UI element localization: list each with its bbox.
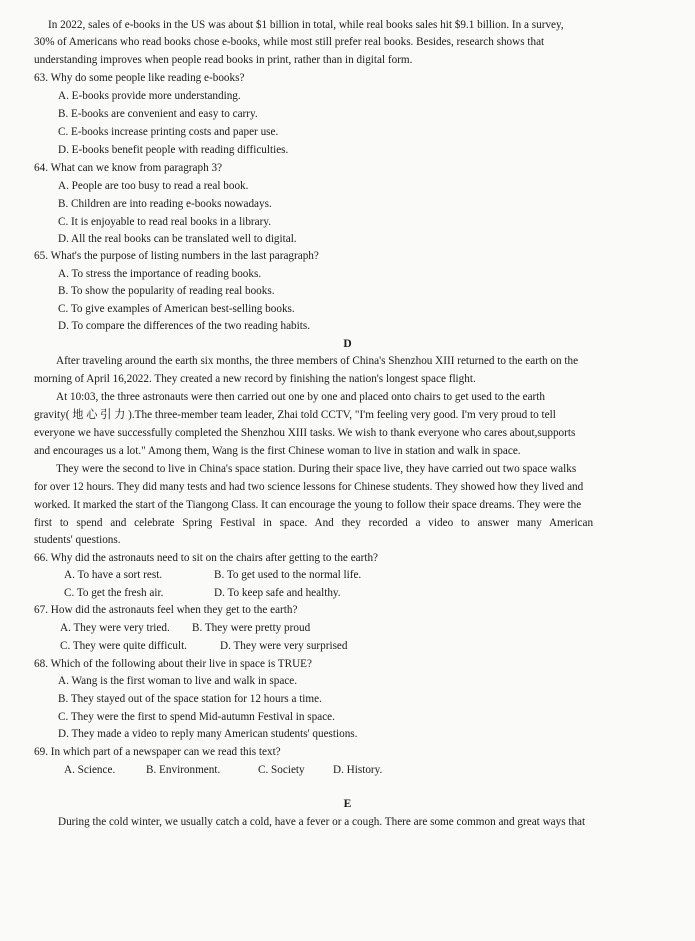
q66-option-a: A. To have a sort rest. [64,569,163,581]
q68-stem: 68. Which of the following about their live in space is TRUE? [34,658,312,670]
q66-option-c: C. To get the fresh air. [64,587,164,599]
q64-stem: 64. What can we know from paragraph 3? [34,162,223,174]
q68-option-a: A. Wang is the first woman to live and walk in space. [58,675,298,687]
passage-d-p2-line4: and encourages us a lot." Among them, Wang is the first Chinese woman to live in station and walk in space. [34,445,521,457]
q68-option-d: D. They made a video to reply many American students' questions. [58,728,358,740]
q63-option-b: B. E-books are convenient and easy to carry. [58,108,258,120]
q67-options-row1 [60,621,310,635]
q65-option-b: B. To show the popularity of reading real books. [58,285,275,297]
passage-d-p3-line1: They were the second to live in China's space station. During their space live, they have carried out two space walks [56,463,577,475]
q69-option-c: C. Society [258,764,305,776]
passage-d-p3-line4: first to spend and celebrate Spring Festival in space. And they recorded a video to answer many American [34,517,594,529]
q66-option-d: D. To keep safe and healthy. [214,587,341,599]
passage-d-p1-line2: morning of April 16,2022. They created a new record by finishing the nation's longest space flight. [34,373,476,385]
q64-option-c: C. It is enjoyable to read real books in a library. [58,216,272,228]
section-d-heading: D [343,338,352,350]
passage-d-p2-line3: everyone we have successfully completed the Shenzhou XIII tasks. We wish to thank everyone who cares about,supports [34,427,576,439]
q66-option-b: B. To get used to the normal life. [214,569,362,581]
passage-d-p3-line2: for over 12 hours. They did many tests and had two science lessons for Chinese students. They showed how they lived and [34,481,584,493]
q69-stem: 69. In which part of a newspaper can we read this text? [34,746,281,758]
q65-option-a: A. To stress the importance of reading books. [58,268,262,280]
q68-option-c: C. They were the first to spend Mid-autumn Festival in space. [58,711,335,723]
passage-d-intro-line2: 30% of Americans who read books chose e-books, while most still prefer real books. Besides, research shows that [34,36,545,48]
q65-stem: 65. What's the purpose of listing numbers in the last paragraph? [34,250,319,262]
q67-option-a: A. They were very tried. [60,622,170,634]
q63-option-d: D. E-books benefit people with reading difficulties. [58,144,289,156]
passage-d-p1-line1: After traveling around the earth six months, the three members of China's Shenzhou XIII returned to the earth on the [56,355,579,367]
q68-option-b: B. They stayed out of the space station for 12 hours a time. [58,693,322,705]
passage-d-p2-line2: gravity( 地 心 引 力 ).The three-member team leader, Zhai told CCTV, "I'm feeling very good. I'm very proud to tell [34,409,556,421]
q65-option-d: D. To compare the differences of the two reading habits. [58,320,310,332]
passage-d-p3-line5: students' questions. [34,534,121,546]
q66-stem: 66. Why did the astronauts need to sit on the chairs after getting to the earth? [34,552,379,564]
q63-stem: 63. Why do some people like reading e-books? [34,72,245,84]
q66-options-row1 [64,568,361,582]
q67-option-b: B. They were pretty proud [192,622,311,634]
q64-option-b: B. Children are into reading e-books nowadays. [58,198,272,210]
q64-option-d: D. All the real books can be translated well to digital. [58,233,297,245]
q69-options-row [64,763,382,777]
q67-stem: 67. How did the astronauts feel when they get to the earth? [34,604,298,616]
q67-option-d: D. They were very surprised [220,640,348,652]
section-e-heading: E [343,798,352,810]
q67-options-row2 [60,639,347,653]
q66-options-row2 [64,586,341,600]
q63-option-a: A. E-books provide more understanding. [58,90,241,102]
passage-d-p2-line1: At 10:03, the three astronauts were then carried out one by one and placed onto chairs to get used to the earth [56,391,545,403]
passage-d-p3-line3: worked. It marked the start of the Tiangong Class. It can encourage the young to follow their space dreams. They were the [34,499,582,511]
q65-option-c: C. To give examples of American best-selling books. [58,303,295,315]
q64-option-a: A. People are too busy to read a real book. [58,180,249,192]
q69-option-a: A. Science. [64,764,116,776]
q69-option-b: B. Environment. [146,764,221,776]
q69-option-d: D. History. [333,764,383,776]
passage-e-line1: During the cold winter, we usually catch a cold, have a fever or a cough. There are some common and great ways that [58,816,586,828]
q67-option-c: C. They were quite difficult. [60,640,187,652]
passage-d-intro-line3: understanding improves when people read books in print, rather than in digital form. [34,54,413,66]
passage-d-intro-line1: In 2022, sales of e-books in the US was about $1 billion in total, while real books sales hit $9.1 billion. In a survey, [48,19,564,31]
q63-option-c: C. E-books increase printing costs and paper use. [58,126,279,138]
